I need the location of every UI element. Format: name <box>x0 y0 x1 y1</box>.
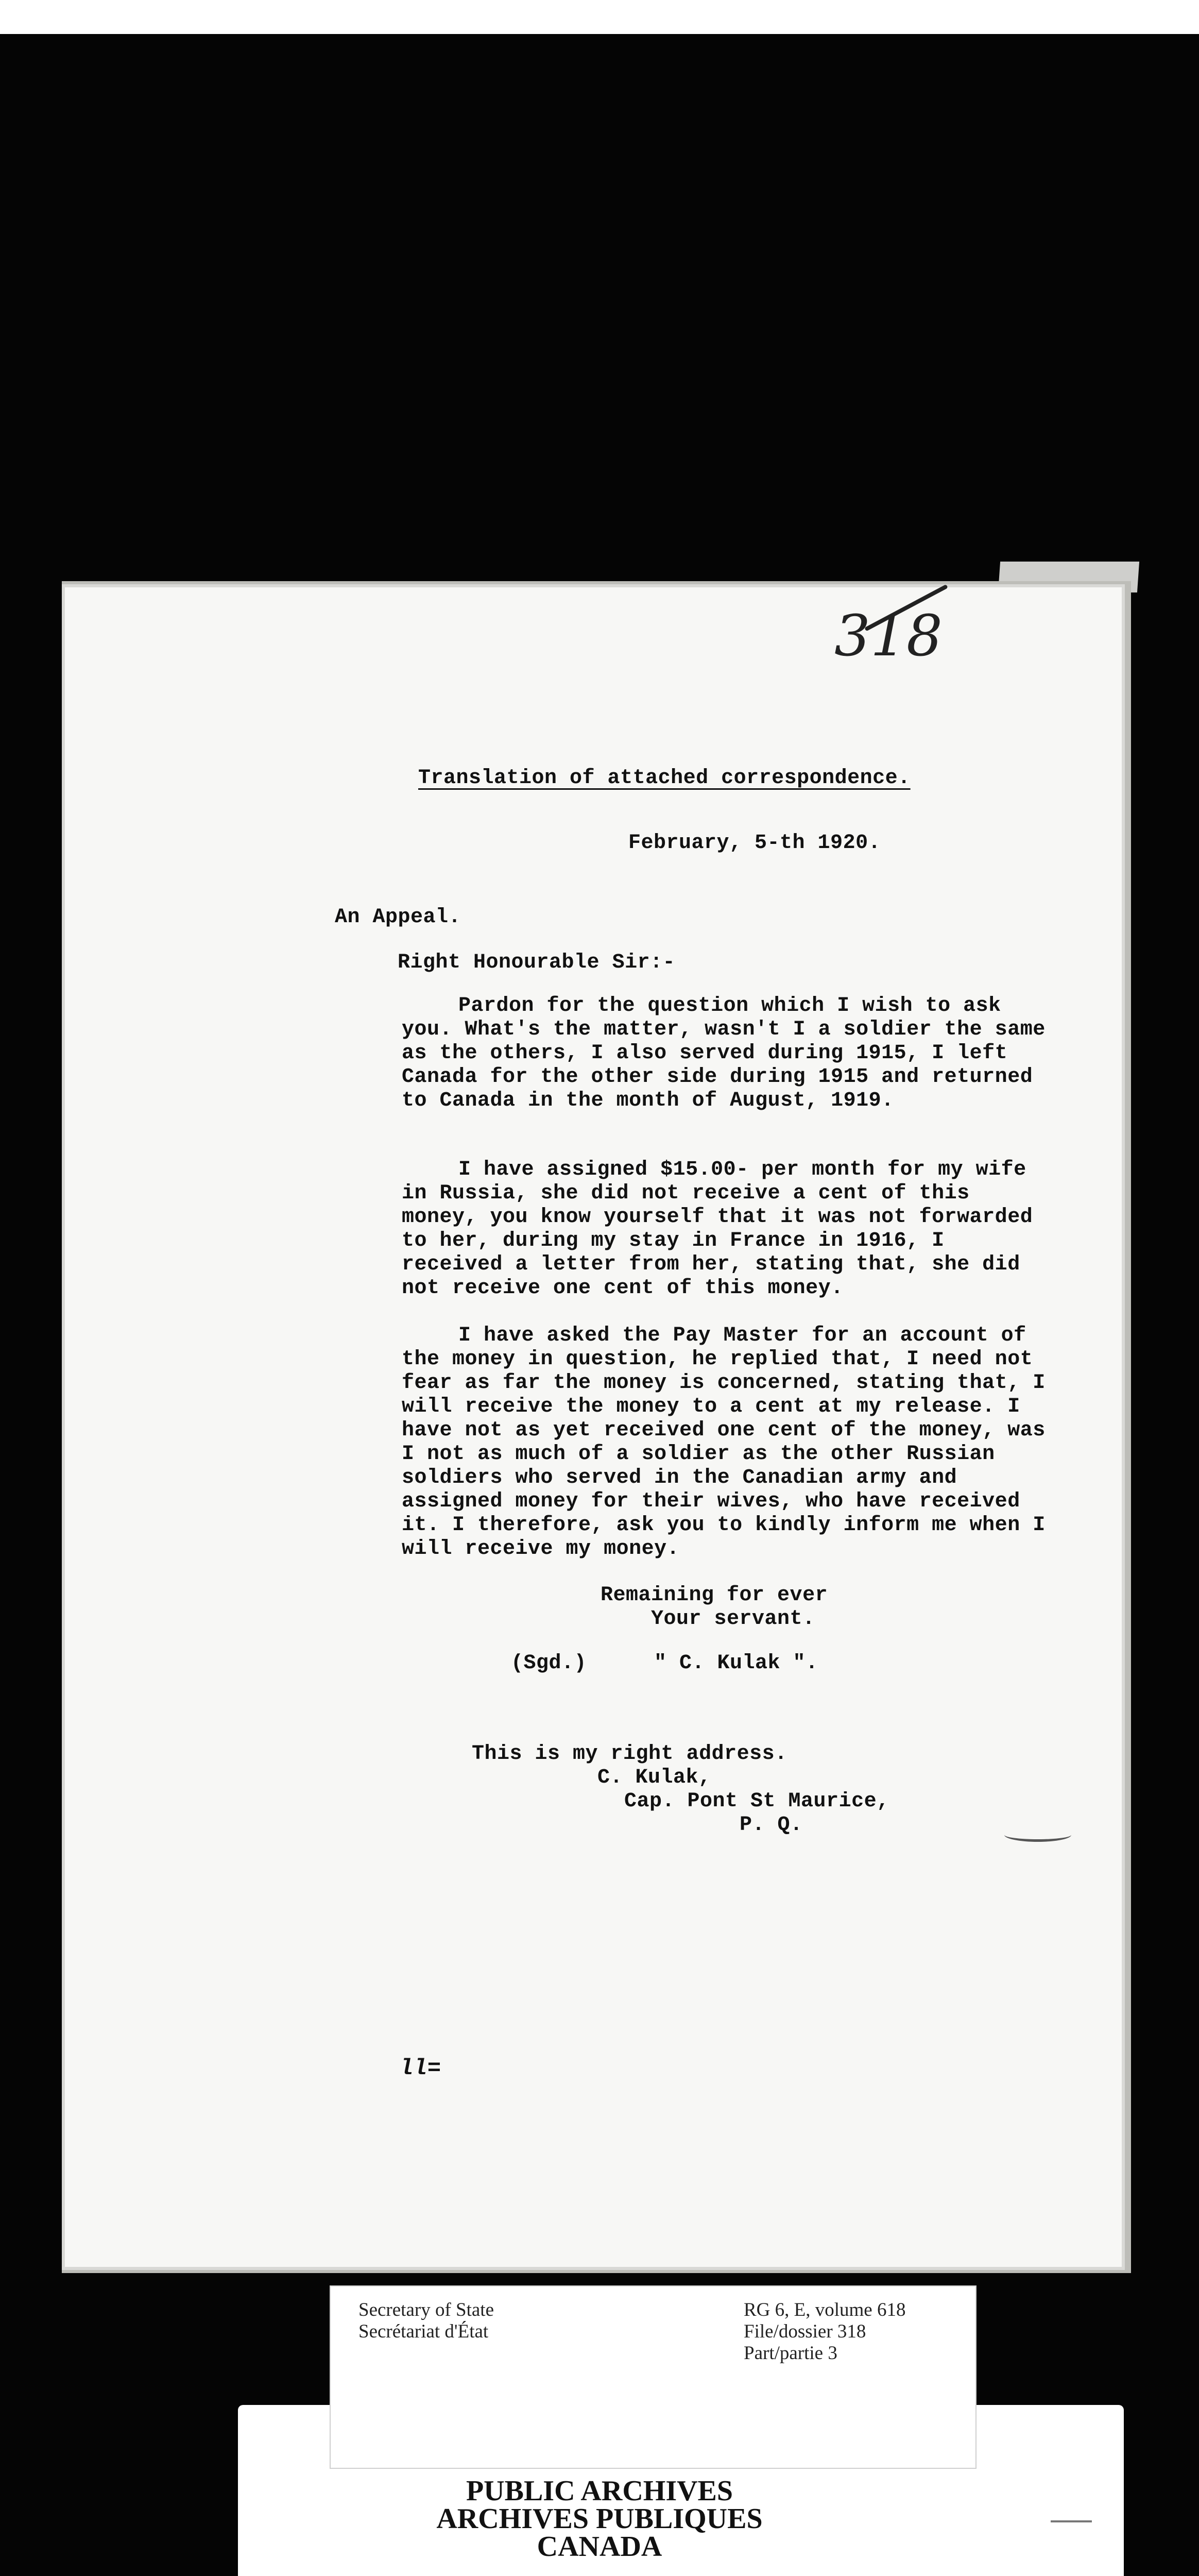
address-province: P. Q. <box>740 1814 803 1837</box>
address-name: C. Kulak, <box>597 1766 711 1789</box>
pen-flourish <box>1004 1828 1071 1842</box>
archive-stamp-line-2: ARCHIVES PUBLIQUES <box>436 2503 763 2535</box>
paragraph-text: Pardon for the question which I wish to ask you. What's the matter, wasn't I a soldier the same as the others, I also served during 1915, I left Canada for the other side during 1915 and returned to Canada in the month of August, 1919. <box>402 994 1046 1112</box>
file-number: File/dossier 318 <box>744 2321 866 2342</box>
appeal-title: An Appeal. <box>335 906 461 929</box>
record-group-reference: RG 6, E, volume 618 <box>744 2299 906 2320</box>
film-top-strip <box>0 0 1199 34</box>
archive-stamp-line-3: CANADA <box>537 2531 662 2563</box>
address-intro: This is my right address. <box>472 1742 787 1766</box>
archive-stamp-line-1: PUBLIC ARCHIVES <box>466 2475 733 2507</box>
paragraph-1 <box>402 994 1051 1113</box>
end-mark: ll= <box>400 2056 441 2081</box>
department-french: Secrétariat d'État <box>358 2321 489 2342</box>
part-number: Part/partie 3 <box>744 2343 837 2364</box>
address-street: Cap. Pont St Maurice, <box>624 1790 889 1813</box>
stamp-mark <box>1051 2520 1092 2522</box>
closing-line-1: Remaining for ever <box>601 1584 828 1607</box>
closing-line-2: Your servant. <box>651 1607 815 1631</box>
paragraph-text: I have asked the Pay Master for an account of the money in question, he replied that, I need not fear as far the money is concerned, stating that, I will receive the money to a cent at my release. I have not as yet received one cent of the money, was I not as much of a soldier as the other Russian soldiers who served in the Canadian army and assigned money for their wives, who have received it. I therefore, ask you to kindly inform me when I will receive my money. <box>402 1324 1046 1561</box>
paragraph-text: I have assigned $15.00- per month for my wife in Russia, she did not receive a cent of this money, you know yourself that it was not forwarded to her, during my stay in France in 1916, I received a letter from her, stating that, she did not receive one cent of this money. <box>402 1158 1033 1300</box>
signature-name: " C. Kulak ". <box>654 1652 818 1675</box>
folio-number: 318 <box>834 603 943 669</box>
paragraph-3 <box>402 1324 1051 1561</box>
department-english: Secretary of State <box>358 2299 494 2320</box>
salutation: Right Honourable Sir:- <box>398 951 676 974</box>
paragraph-2 <box>402 1158 1051 1300</box>
archive-reference-label <box>330 2285 977 2469</box>
letter-date: February, 5-th 1920. <box>628 832 881 855</box>
document-heading: Translation of attached correspondence. <box>418 767 911 790</box>
signed-label: (Sgd.) <box>511 1652 587 1675</box>
